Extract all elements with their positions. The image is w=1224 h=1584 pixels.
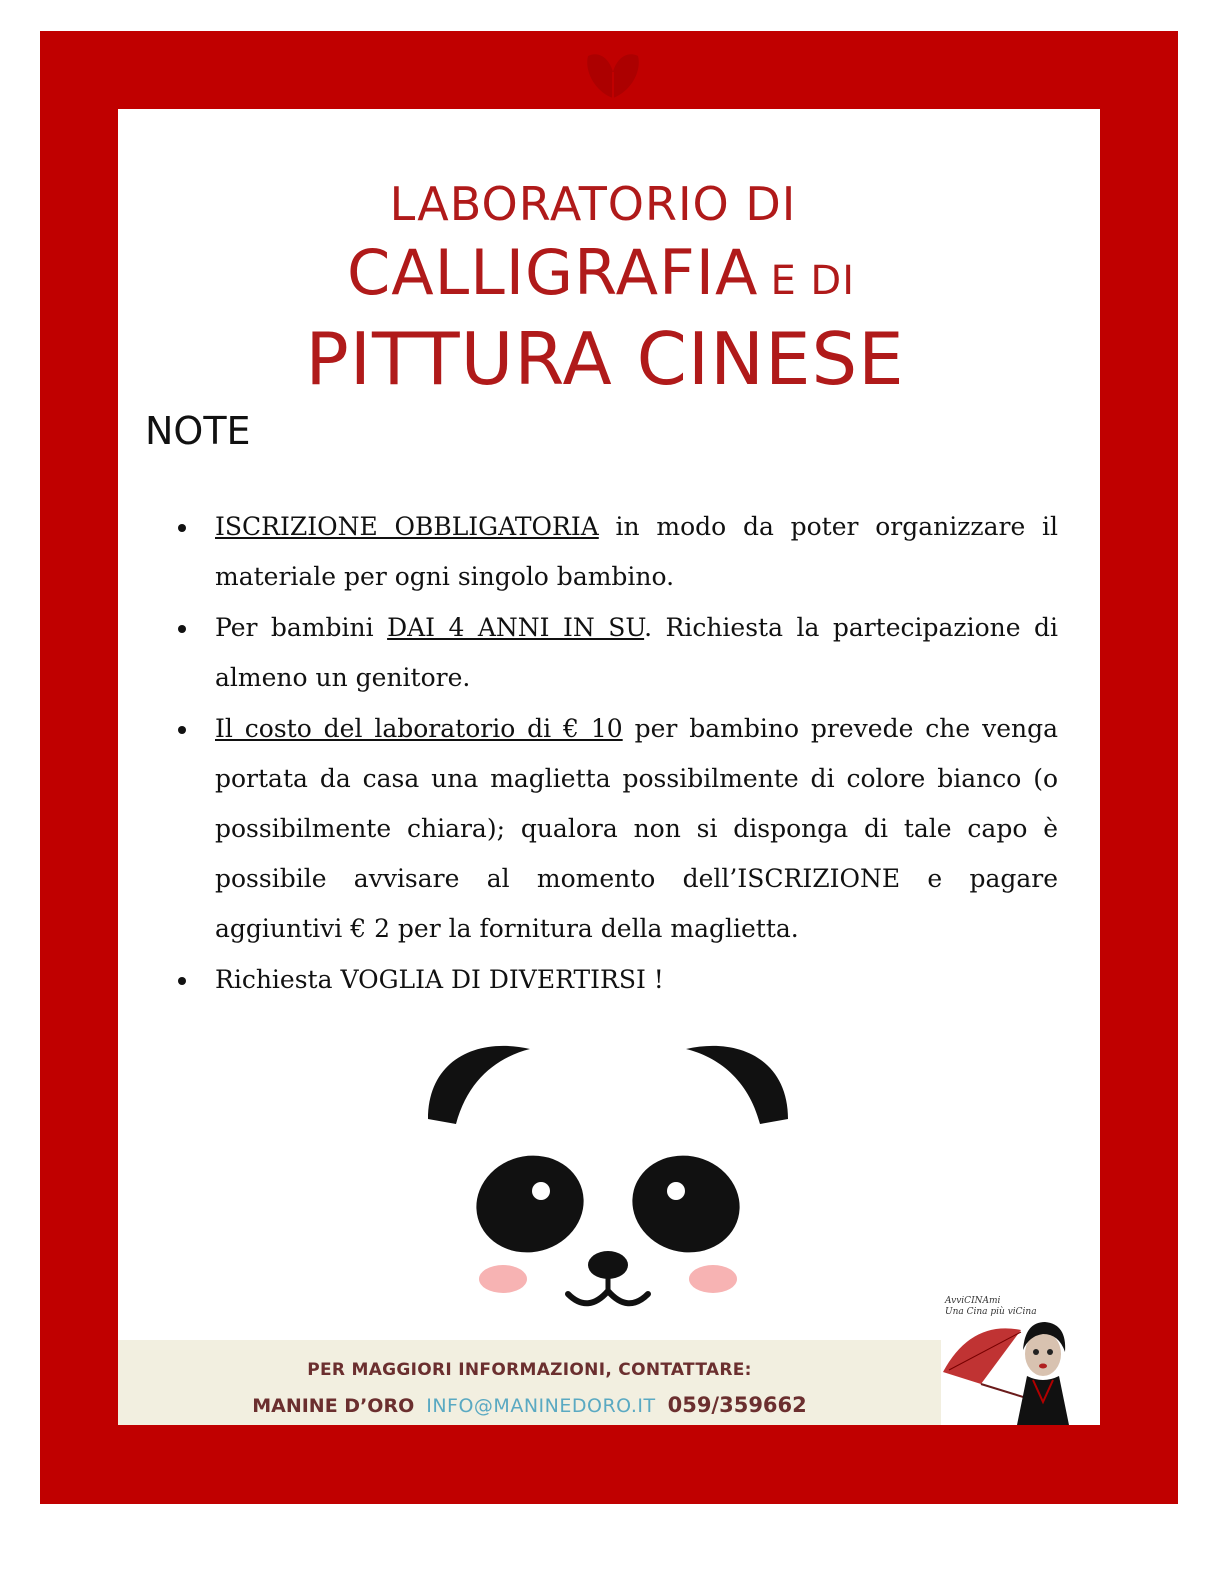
contact-details	[118, 1393, 941, 1417]
avvicinami-logo	[941, 1292, 1100, 1425]
title-line-3: PITTURA CINESE	[305, 317, 905, 401]
logo-line-1: AvviCINAmi	[945, 1296, 1001, 1306]
note-underlined: ISCRIZIONE OBBLIGATORIA	[215, 512, 599, 541]
content-panel	[118, 109, 1100, 1425]
note-prefix: Richiesta	[215, 965, 341, 994]
notes-list	[176, 502, 1058, 1006]
notes-heading: NOTE	[145, 409, 251, 453]
note-underlined: DAI 4 ANNI IN SU	[387, 613, 645, 642]
note-text: per bambino prevede che venga portata da casa una maglietta possibilmente di colore bianco (o possibilmente chiara); qualora non si disponga di tale capo è possibile avvisare al momento dell’ISCRIZIONE e pagare aggiuntivi € 2 per la fornitura della maglietta.	[215, 714, 1058, 943]
note-item-fun	[176, 955, 1058, 1005]
note-item-registration	[176, 502, 1058, 602]
note-text: in modo da poter organizzare il materiale per ogni singolo bambino.	[215, 512, 1058, 591]
leaf-logo-icon	[580, 42, 646, 102]
note-prefix: Per bambini	[215, 613, 388, 642]
panda-face-icon	[418, 1029, 798, 1389]
contact-email-link[interactable]: INFO@MANINEDORO.IT	[426, 1395, 656, 1417]
title-line-1: LABORATORIO DI	[389, 177, 797, 231]
note-item-age	[176, 603, 1058, 703]
note-text: VOGLIA DI DIVERTIRSI !	[340, 965, 664, 994]
contact-footer	[118, 1340, 941, 1425]
contact-name: MANINE D’ORO	[252, 1395, 415, 1417]
doll-with-umbrella-icon	[941, 1292, 1100, 1425]
title-calligrafia: CALLIGRAFIA	[346, 236, 759, 309]
logo-line-2: Una Cina più viCina	[945, 1307, 1037, 1317]
title-line-2	[110, 236, 1092, 309]
note-underlined: Il costo del laboratorio di € 10	[215, 714, 623, 743]
note-item-cost	[176, 704, 1058, 954]
note-text: . Richiesta la partecipazione di almeno un genitore.	[215, 613, 1058, 692]
contact-heading: PER MAGGIORI INFORMAZIONI, CONTATTARE:	[307, 1360, 752, 1380]
title-e-di: E DI	[770, 258, 856, 304]
contact-phone: 059/359662	[667, 1393, 807, 1417]
